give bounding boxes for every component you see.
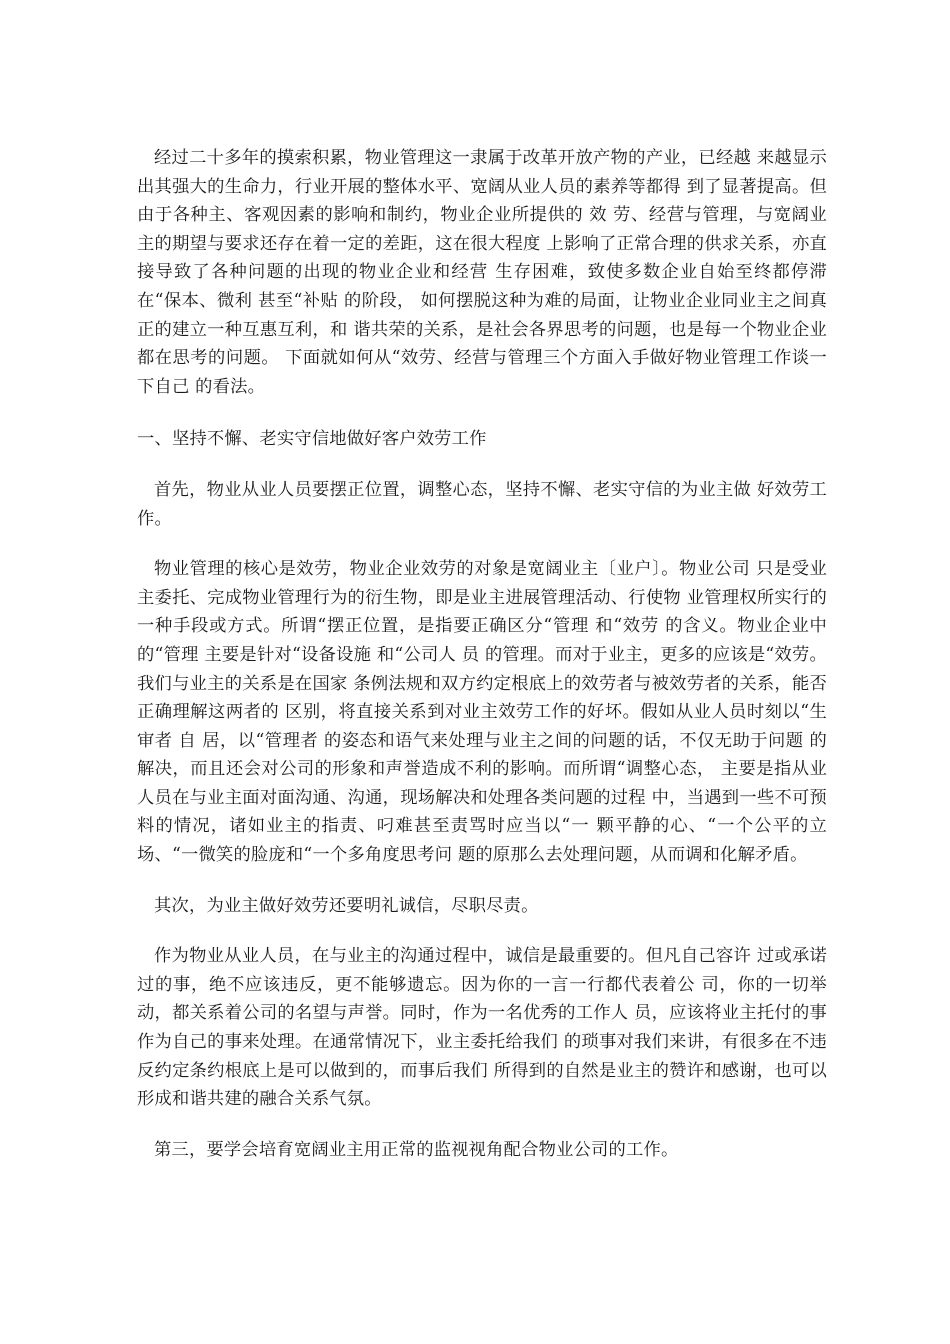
paragraph-second-point: 其次，为业主做好效劳还要明礼诚信，尽职尽责。 [154, 895, 539, 916]
intro-paragraph: 经过二十多年的摸索积累，物业管理这一隶属于改革开放产物的产业，已经越 来越显示出其强大的生命力，行业开展的整体水平、宽阔从业人员的素养等都得 到了显著提高。但由于各种主、客观因素的影响和制约，物业企业所提供的 效 劳、经营与管理，与宽阔业主的期望与要求还存在着一定的差距，这在很大程度 上影响了正常合理的供求关系，亦直接导致了各种问题的出现的物业企业和经营 生存困难，致使多数企业自始至终都停滞在“保本、微利 甚至“补贴 的阶段， 如何摆脱这种为难的局面，让物业企业同业主之间真正的建立一种互惠互利，和 谐共荣的关系，是社会各界思考的问题，也是每一个物业企业都在思考的问题。 下面就如何从“效劳、经营与管理三个方面入手做好物业管理工作谈一下自己 的看法。 [137, 148, 827, 397]
paragraph-integrity: 作为物业从业人员，在与业主的沟通过程中，诚信是最重要的。但凡自己容许 过或承诺过的事，绝不应该违反，更不能够遗忘。因为你的一言一行都代表着公 司，你的一切举动，都关系着公司的名望与声誉。同时，作为一名优秀的工作人 员，应该将业主托付的事作为自己的事来处理。在通常情况下，业主委托给我们 的琐事对我们来讲，有很多在不违反约定条约根底上是可以做到的，而事后我们 所得到的自然是业主的赞许和感谢，也可以形成和谐共建的融合关系气氛。 [137, 946, 827, 1110]
document-body [137, 144, 827, 1186]
paragraph-third-point: 第三，要学会培育宽阔业主用正常的监视视角配合物业公司的工作。 [154, 1139, 679, 1160]
section-heading: 一、坚持不懈、老实守信地做好客户效劳工作 [137, 429, 487, 450]
paragraph-service-core: 物业管理的核心是效劳，物业企业效劳的对象是宽阔业主〔业户〕。物业公司 只是受业主委托、完成物业管理行为的衍生物，即是业主进展管理活动、行使物 业管理权所实行的一种手段或方式。所谓“摆正位置，是指要正确区分“管理 和“效劳 的含义。物业企业中的“管理 主要是针对“设备设施 和“公司人 员 的管理。而对于业主，更多的应该是“效劳。我们与业主的关系是在国家 条例法规和双方约定根底上的效劳者与被效劳者的关系，能否正确理解这两者的 区别，将直接关系到对业主效劳工作的好坏。假如从业人员时刻以“生审者 自 居，以“管理者 的姿态和语气来处理与业主之间的问题的话，不仅无助于问题 的解决，而且还会对公司的形象和声誉造成不利的影响。而所谓“调整心态， 主要是指从业人员在与业主面对面沟通、沟通，现场解决和处理各类问题的过程 中，当遇到一些不可预料的情况，诸如业主的指责、叼难甚至责骂时应当以“一 颗平静的心、“一个公平的立场、“一微笑的脸庞和“一个多角度思考问 题的原那么去处理问题，从而调和化解矛盾。 [137, 559, 827, 866]
paragraph-first-point: 首先，物业从业人员要摆正位置，调整心态，坚持不懈、老实守信的为业主做 好效劳工作。 [137, 479, 827, 529]
